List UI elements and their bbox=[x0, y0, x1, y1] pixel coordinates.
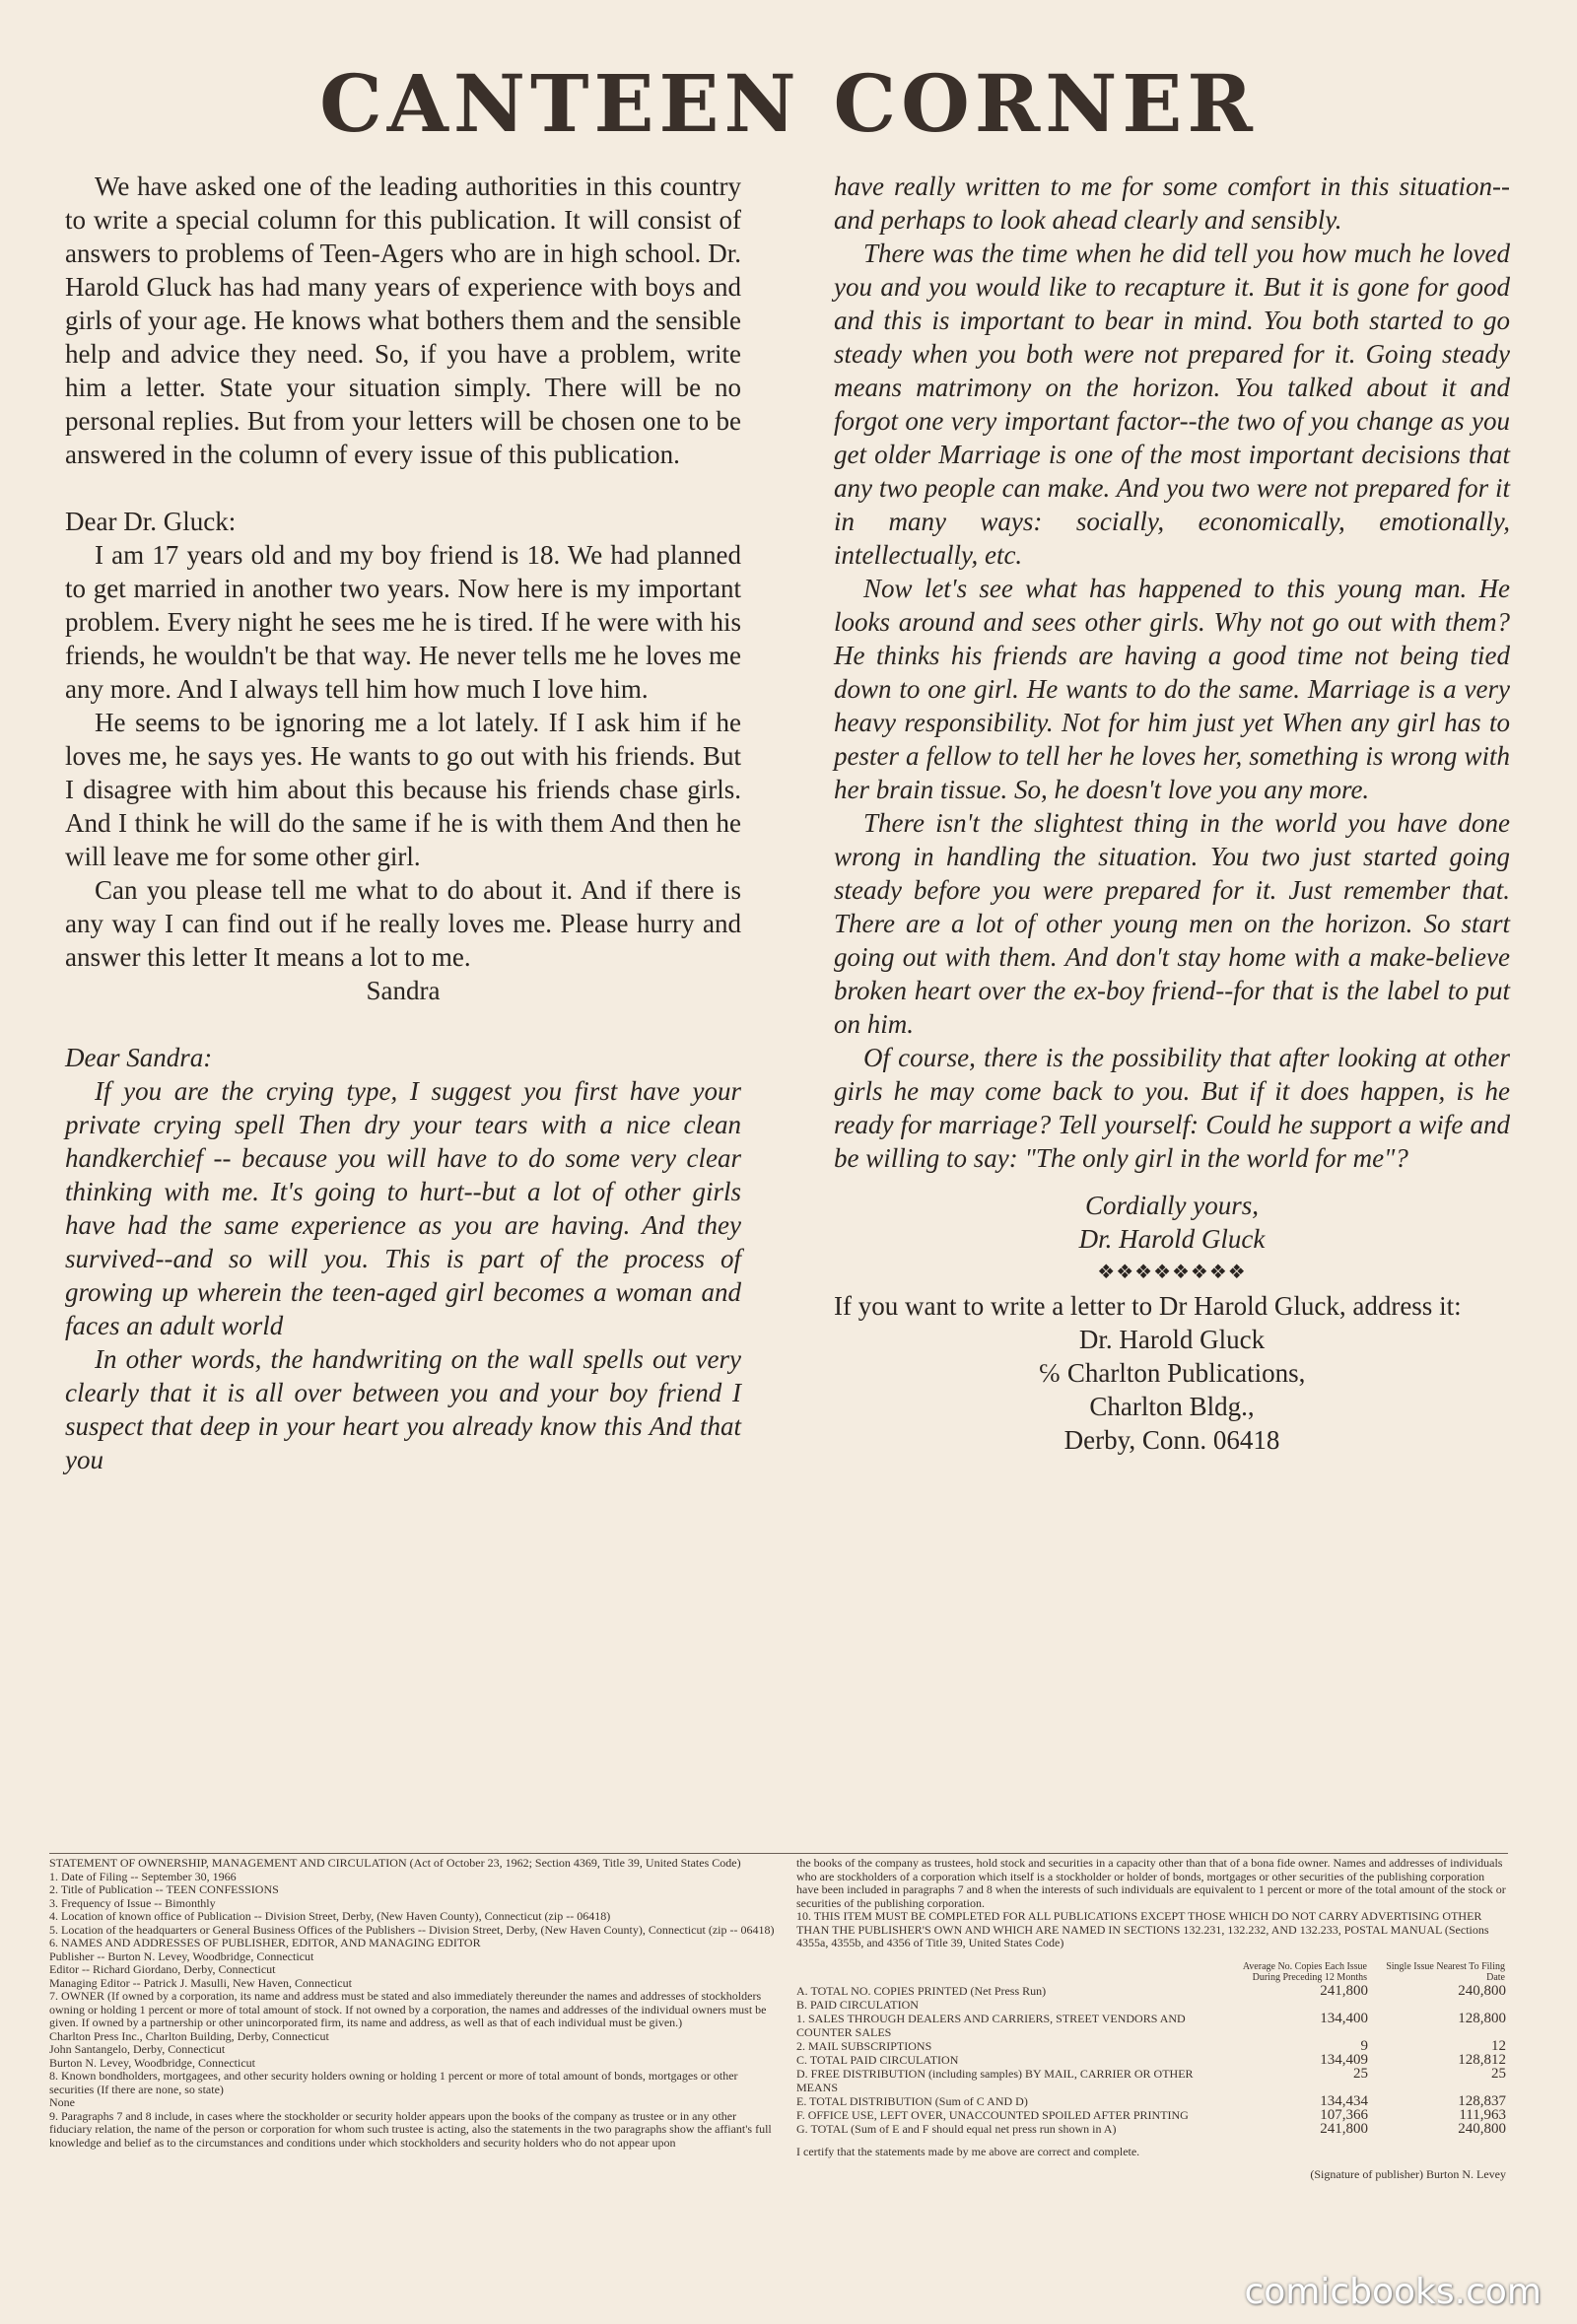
address-line: ℅ Charlton Publications, bbox=[1038, 1358, 1306, 1388]
table-row: G. TOTAL (Sum of E and F should equal net press run shown in A) 241,800 240,800 bbox=[796, 2120, 1506, 2137]
reply-signer: Dr. Harold Gluck bbox=[1078, 1224, 1266, 1254]
table-row: D. FREE DISTRIBUTION (including samples) BY MAIL, CARRIER OR OTHER MEANS 25 25 bbox=[796, 2065, 1506, 2094]
statement-line: STATEMENT OF OWNERSHIP, MANAGEMENT AND CIRCULATION (Act of October 23, 1962; Section 4369, Title 39, United States Code) bbox=[49, 1856, 741, 1870]
right-column bbox=[834, 170, 1510, 1457]
statement-line: 6. NAMES AND ADDRESSES OF PUBLISHER, EDITOR, AND MANAGING EDITOR bbox=[49, 1936, 481, 1949]
circulation-table bbox=[796, 1960, 1506, 2136]
statement-line: 3. Frequency of Issue -- Bimonthly bbox=[49, 1895, 216, 1910]
statement-line: 4. Location of known office of Publication -- Division Street, Derby, (New Haven County), Connecticut (zip -- 06418) bbox=[49, 1909, 611, 1923]
table-row: E. TOTAL DISTRIBUTION (Sum of C AND D) 134,434 128,837 bbox=[796, 2092, 1506, 2109]
ownership-statement-left bbox=[49, 1857, 779, 2150]
letter-signature: Sandra bbox=[366, 976, 441, 1005]
ownership-statement-right bbox=[796, 1857, 1506, 2182]
reply-paragraph: In other words, the handwriting on the wall spells out very clearly that it is all over between you and your boy friend I suspect that deep in your heart you already know this And that you bbox=[65, 1344, 741, 1474]
address-intro: If you want to write a letter to Dr Harold Gluck, address it: bbox=[834, 1291, 1462, 1321]
statement-line: Charlton Press Inc., Charlton Building, Derby, Connecticut bbox=[49, 2028, 329, 2043]
table-row: 2. MAIL SUBSCRIPTIONS 9 12 bbox=[796, 2037, 1506, 2054]
address-line: Charlton Bldg., bbox=[1089, 1392, 1255, 1421]
statement-line: 1. Date of Filing -- September 30, 1966 bbox=[49, 1869, 237, 1883]
table-row: F. OFFICE USE, LEFT OVER, UNACCOUNTED SPOILED AFTER PRINTING 107,366 111,963 bbox=[796, 2106, 1506, 2123]
left-column bbox=[65, 170, 741, 1476]
table-row: A. TOTAL NO. COPIES PRINTED (Net Press Run) 241,800 240,800 bbox=[796, 1982, 1506, 1999]
reply-paragraph: Now let's see what has happened to this young man. He looks around and sees other girls. Why not go out with them? He thinks his friends are having a good time not being tied down to one girl. He wants to do the same. Marriage is a very heavy responsibility. Not for him just yet When any girl has to pester a fellow to tell her he loves her, something is wrong with her brain tissue. So, he doesn't love you any more. bbox=[834, 574, 1510, 804]
address-line: Dr. Harold Gluck bbox=[1078, 1325, 1266, 1354]
statement-line: Publisher -- Burton N. Levey, Woodbridge, Connecticut bbox=[49, 1948, 314, 1963]
statement-line: 9. Paragraphs 7 and 8 include, in cases where the stockholder or security holder appears upon the books of the company as trustee or in any other fiduciary relation, the name of the person or corporation for whom such trustee is acting, also the statements in the two paragraphs show the affiant's full knowledge and belief as to the circumstances and conditions under which stockholders and security holders who do not appear upon bbox=[49, 2108, 772, 2150]
address-line: Derby, Conn. 06418 bbox=[1063, 1425, 1280, 1455]
statement-line: 8. Known bondholders, mortgagees, and other security holders owning or holding 1 percent or more of total amount of bonds, mortgages or other securities (If there are none, so state) bbox=[49, 2069, 738, 2096]
reply-salutation: Dear Sandra: bbox=[65, 1043, 213, 1072]
statement-line: 10. THIS ITEM MUST BE COMPLETED FOR ALL PUBLICATIONS EXCEPT THOSE WHICH DO NOT CARRY ADVERTISING OTHER THAN THE PUBLISHER'S OWN AND WHICH ARE NAMED IN SECTIONS 132.231, 132.232, AND 132.233, POSTAL MANUAL (Sections 4355a, 4355b, and 4356 of Title 39, United States Code) bbox=[796, 1909, 1489, 1949]
statement-line: Editor -- Richard Giordano, Derby, Connecticut bbox=[49, 1962, 276, 1976]
statement-line: None bbox=[49, 2095, 75, 2109]
reply-continuation: have really written to me for some comfort in this situation--and perhaps to look ahead clearly and sensibly. bbox=[834, 171, 1510, 235]
table-row: C. TOTAL PAID CIRCULATION 134,409 128,812 bbox=[796, 2051, 1506, 2068]
publisher-signature: (Signature of publisher) Burton N. Levey bbox=[1310, 2167, 1506, 2181]
mailing-address bbox=[834, 1323, 1510, 1457]
statement-line: 7. OWNER (If owned by a corporation, its name and address must be stated and also immediately thereunder the names and addresses of stockholders owning or holding 1 percent or more of total amount of stock. If not owned by a corporation, the names and addresses of the individual owners must be given. If owned by a partnership or other unincorporated firm, its name and address, as well as that of each individual must be given.) bbox=[49, 1989, 767, 2029]
letter-salutation: Dear Dr. Gluck: bbox=[65, 507, 237, 536]
column-header: Single Issue Nearest To Filing Date bbox=[1386, 1960, 1505, 1983]
page-title: CANTEEN CORNER bbox=[319, 57, 1258, 150]
reply-closing: Cordially yours, bbox=[1084, 1191, 1259, 1220]
letter-paragraph: He seems to be ignoring me a lot lately. If I ask him if he loves me, he says yes. He wants to go out with his friends. But I disagree with him about this because his friends chase girls. And I think he will do the same if he is with them And then he will leave me for some other girl. bbox=[65, 708, 741, 871]
separator-ornament: ❖❖❖❖❖❖❖❖ bbox=[1097, 1262, 1247, 1283]
statement-line: Burton N. Levey, Woodbridge, Connecticut bbox=[49, 2055, 255, 2070]
reply-paragraph: If you are the crying type, I suggest you first have your private crying spell Then dry your tears with a nice clean handkerchief -- because you will have to do some very clear thinking with me. It's going to hurt--but a lot of other girls have had the same experience as you are having. And they survived--and so will you. This is part of the process of growing up wherein the teen-aged girl becomes a woman and faces an adult world bbox=[65, 1076, 741, 1340]
letter-paragraph: I am 17 years old and my boy friend is 18. We had planned to get married in another two years. Now here is my important problem. Every night he sees me he is tired. If he were with his friends, he wouldn't be that way. He never tells me he loves me any more. And I always tell him how much I love him. bbox=[65, 540, 741, 704]
column-header: Average No. Copies Each Issue During Preceding 12 Months bbox=[1242, 1960, 1367, 1983]
intro-paragraph: We have asked one of the leading authorities in this country to write a special column for this publication. It will consist of answers to problems of Teen-Agers who are in high school. Dr. Harold Gluck has had many years of experience with boys and girls of your age. He knows what bothers them and the sensible help and advice they need. So, if you have a problem, write him a letter. State your situation simply. There will be no personal replies. But from your letters will be chosen one to be answered in the column of every issue of this publication. bbox=[65, 171, 741, 469]
certify-line: I certify that the statements made by me above are correct and complete. bbox=[796, 2144, 1140, 2158]
divider-rule bbox=[49, 1853, 1508, 1854]
statement-line: Managing Editor -- Patrick J. Masulli, New Haven, Connecticut bbox=[49, 1975, 352, 1990]
reply-paragraph: There was the time when he did tell you how much he loved you and you would like to recapture it. But it is gone for good and this is important to bear in mind. You both started to go steady when you both were not prepared for it. Going steady means matrimony on the horizon. You talked about it and forgot one very important factor--the two of you change as you get older Marriage is one of the most important decisions that any two people can make. And you two were not prepared for it in many ways: socially, economically, emotionally, intellectually, etc. bbox=[834, 239, 1510, 570]
table-row: B. PAID CIRCULATION bbox=[796, 1997, 919, 2012]
statement-line: John Santangelo, Derby, Connecticut bbox=[49, 2042, 226, 2056]
table-row: 1. SALES THROUGH DEALERS AND CARRIERS, STREET VENDORS AND COUNTER SALES 134,400 128,800 bbox=[796, 2010, 1506, 2039]
letter-paragraph: Can you please tell me what to do about it. And if there is any way I can find out if he really loves me. Please hurry and answer this letter It means a lot to me. bbox=[65, 875, 741, 972]
reply-paragraph: There isn't the slightest thing in the world you have done wrong in handling the situation. You two just started going steady before you were prepared for it. Just remember that. There are a lot of other young men on the horizon. So start going out with them. And don't stay home with a make-believe broken heart over the ex-boy friend--for that is the label to put on him. bbox=[834, 808, 1510, 1039]
statement-line: 5. Location of the headquarters or General Business Offices of the Publishers -- Division Street, Derby, (New Haven County), Connecticut (zip -- 06418) bbox=[49, 1922, 775, 1937]
reply-paragraph: Of course, there is the possibility that after looking at other girls he may come back to you. But if it does happen, is he ready for marriage? Tell yourself: Could he support a wife and be willing to say: "The only girl in the world for me"? bbox=[834, 1043, 1510, 1173]
site-watermark: comicbooks.com bbox=[1244, 2272, 1542, 2312]
statement-line: 2. Title of Publication -- TEEN CONFESSIONS bbox=[49, 1882, 279, 1896]
statement-line: the books of the company as trustees, hold stock and securities in a capacity other than that of a bona fide owner. Names and addresses of individuals who are stockholders of a corporation which itself is a stockholder or holder of bonds, mortgages or other securities of the publishing corporation have been included in paragraphs 7 and 8 when the interests of such individuals are equivalent to 1 percent or more of the total amount of the stock or securities of the publishing corporation. bbox=[796, 1856, 1506, 1910]
